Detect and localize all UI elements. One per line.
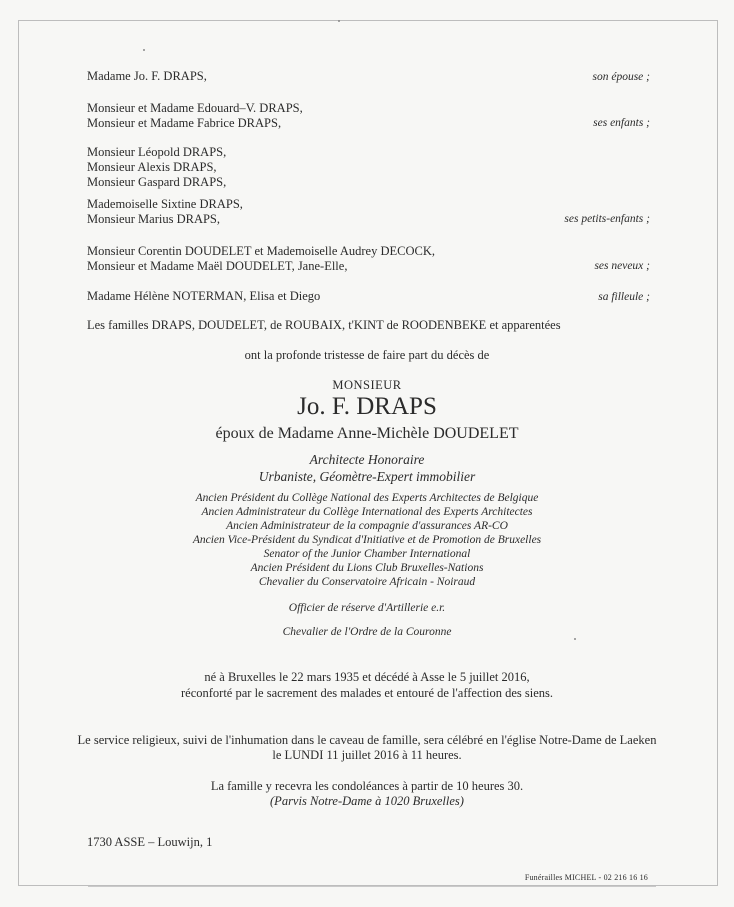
condolences-place: (Parvis Notre-Dame à 1020 Bruxelles) — [270, 794, 464, 808]
relative-name: Monsieur et Madame Edouard–V. DRAPS, — [87, 101, 303, 115]
relative-name: Monsieur et Madame Maël DOUDELET, Jane-Elle, — [87, 259, 348, 273]
honor-line: Ancien Vice-Président du Syndicat d'Initiative et de Promotion de Bruxelles — [192, 534, 542, 546]
relative-role: ses enfants ; — [593, 117, 650, 129]
honor-line: Ancien Président du Collège National des Experts Architectes de Belgique — [195, 492, 539, 504]
family-address: 1730 ASSE – Louwijn, 1 — [87, 835, 213, 849]
honor-line: Senator of the Junior Chamber International — [263, 548, 471, 560]
spouse-line: époux de Madame Anne-Michèle DOUDELET — [215, 425, 519, 442]
relative-name: Monsieur Gaspard DRAPS, — [87, 175, 227, 189]
officer-line: Officier de réserve d'Artillerie e.r. — [288, 602, 446, 614]
order-line: Chevalier de l'Ordre de la Couronne — [282, 626, 452, 638]
relative-name: Monsieur et Madame Fabrice DRAPS, — [87, 116, 282, 130]
title-line: Urbaniste, Géomètre-Expert immobilier — [258, 469, 476, 484]
relative-name: Monsieur Marius DRAPS, — [87, 212, 220, 226]
honor-line: Ancien Président du Lions Club Bruxelles-Nations — [250, 562, 484, 574]
scan-speck — [143, 49, 145, 51]
relative-role: son épouse ; — [592, 71, 650, 83]
relative-group — [87, 101, 650, 131]
relative-role: sa filleule ; — [598, 291, 650, 303]
condolences-line: La famille y recevra les condoléances à partir de 10 heures 30. — [210, 779, 524, 793]
deceased-name: Jo. F. DRAPS — [297, 393, 437, 420]
families-line — [87, 318, 650, 333]
relative-group — [87, 244, 650, 274]
relative-name: Madame Jo. F. DRAPS, — [87, 69, 207, 83]
relative-name: Monsieur Léopold DRAPS, — [87, 145, 227, 159]
relative-group — [87, 197, 650, 227]
relative-group — [87, 145, 650, 190]
relative-group — [87, 289, 650, 305]
relative-name: Monsieur Alexis DRAPS, — [87, 160, 217, 174]
families-text: Les familles DRAPS, DOUDELET, de ROUBAIX, t'KINT de ROODENBEKE et apparentées — [87, 318, 561, 332]
service-line: Le service religieux, suivi de l'inhumation dans le caveau de famille, sera célébré en l'église Notre-Dame de Laeken — [77, 733, 657, 747]
funeral-home-footer: Funérailles MICHEL - 02 216 16 16 — [524, 873, 648, 882]
announcement: ont la profonde tristesse de faire part du décès de — [244, 348, 490, 362]
honor-line: Chevalier du Conservatoire Africain - Noiraud — [258, 576, 476, 588]
honor-line: Ancien Administrateur de la compagnie d'assurances AR-CO — [226, 520, 508, 532]
relative-role: ses petits-enfants ; — [564, 213, 650, 225]
relative-name: Mademoiselle Sixtine DRAPS, — [87, 197, 243, 211]
birth-death-line: réconforté par le sacrement des malades et entouré de l'affection des siens. — [181, 686, 553, 700]
relative-group — [87, 69, 650, 85]
footer-rule — [88, 886, 656, 887]
title-line: Architecte Honoraire — [309, 452, 425, 467]
birth-death-line: né à Bruxelles le 22 mars 1935 et décédé à Asse le 5 juillet 2016, — [204, 670, 530, 684]
honor-line: Ancien Administrateur du Collège International des Experts Architectes — [201, 506, 533, 518]
salutation: MONSIEUR — [332, 378, 402, 392]
scan-speck — [338, 20, 340, 22]
service-line: le LUNDI 11 juillet 2016 à 11 heures. — [272, 748, 462, 762]
relative-role: ses neveux ; — [594, 260, 650, 272]
relative-name: Monsieur Corentin DOUDELET et Mademoiselle Audrey DECOCK, — [87, 244, 435, 258]
relative-name: Madame Hélène NOTERMAN, Elisa et Diego — [87, 289, 321, 303]
